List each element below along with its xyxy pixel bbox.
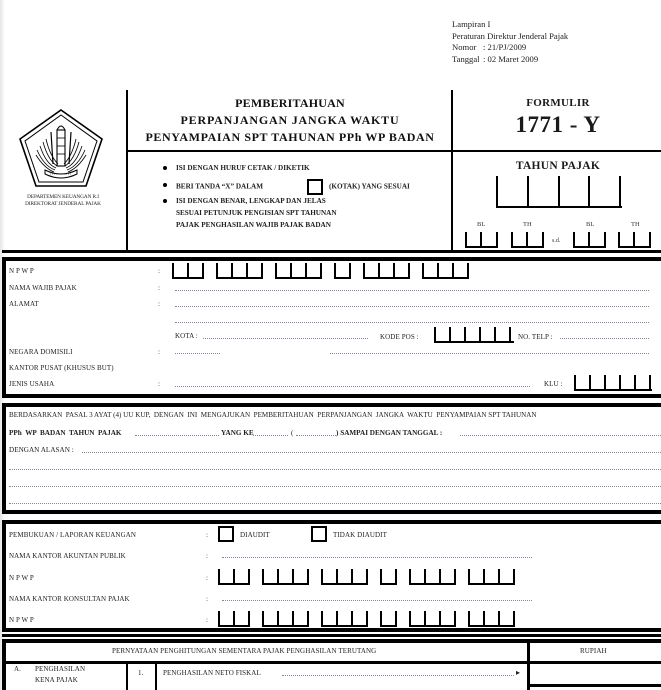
npwp-digit-group[interactable] <box>321 611 368 627</box>
section-a-line2: KENA PAJAK <box>35 676 78 684</box>
diaudit-checkbox[interactable] <box>218 526 234 542</box>
npwp-digit-group[interactable] <box>218 569 250 585</box>
npwp-label: N P W P <box>9 267 34 275</box>
npwp-digit-cell[interactable] <box>294 611 309 625</box>
formulir-code: 1771 - Y <box>515 112 601 137</box>
logo-caption-line1: DEPARTEMEN KEUANGAN R.I <box>27 194 99 200</box>
logo-caption <box>6 194 120 208</box>
npwp-digit-cell[interactable] <box>264 569 279 583</box>
kap-label: NAMA KANTOR AKUNTAN PUBLIK <box>9 552 126 560</box>
npwp-digit-cell[interactable] <box>220 569 235 583</box>
npwp-digit-cell[interactable] <box>277 263 292 277</box>
kap-npwp-label: N P W P <box>9 574 34 582</box>
section-a-letter: A. <box>14 665 22 673</box>
nama-colon: : <box>158 284 160 292</box>
npwp-digit-group[interactable] <box>262 569 309 585</box>
statement-tahun-pajak-field[interactable] <box>135 435 219 436</box>
example-checkbox-icon <box>307 179 323 195</box>
npwp-digit-cell[interactable] <box>411 569 426 583</box>
alasan-field-line3[interactable] <box>9 486 661 487</box>
tanggal-label: Tanggal <box>452 53 480 64</box>
statement-yang-ke-field[interactable] <box>253 435 288 436</box>
npwp-digit-group[interactable] <box>363 263 410 279</box>
npwp-digit-cell[interactable] <box>323 611 338 625</box>
npwp-digit-group[interactable] <box>218 611 250 627</box>
statement-tanggal-field[interactable] <box>460 435 661 436</box>
header-divider-right <box>451 90 453 252</box>
table-header-title: PERNYATAAN PENGHITUNGAN SEMENTARA PAJAK PENGHASILAN TERUTANG <box>112 647 377 655</box>
konsultan-npwp-colon: : <box>206 616 208 624</box>
alamat-field-line2[interactable] <box>175 322 649 323</box>
npwp-digit-cell[interactable] <box>500 569 515 583</box>
row1-number: 1. <box>138 669 144 677</box>
pembukuan-label: PEMBUKUAN / LAPORAN KEUANGAN <box>9 531 137 539</box>
alasan-field-line2[interactable] <box>9 469 661 470</box>
nama-wajib-pajak-field[interactable] <box>175 290 649 291</box>
konsultan-npwp-label: N P W P <box>9 616 34 624</box>
npwp-digit-group[interactable] <box>380 611 397 627</box>
npwp-digit-cell[interactable] <box>279 611 294 625</box>
npwp-digit-cell[interactable] <box>292 263 307 277</box>
period-sd-label: s.d. <box>552 238 561 244</box>
ministry-emblem-icon <box>18 108 104 188</box>
npwp-digit-cell[interactable] <box>353 611 368 625</box>
kota-label: KOTA : <box>175 332 198 340</box>
tidak-diaudit-checkbox[interactable] <box>311 526 327 542</box>
period-end-year-input[interactable] <box>618 232 651 248</box>
npwp-digit-cell[interactable] <box>382 569 397 583</box>
npwp-digit-cell[interactable] <box>500 611 515 625</box>
rupiah-column-divider <box>527 640 530 690</box>
npwp-digit-cell[interactable] <box>174 263 189 277</box>
header-mid-rule <box>127 150 661 152</box>
period-bl1-label: BL <box>477 221 486 228</box>
npwp-digit-cell[interactable] <box>235 569 250 583</box>
alamat-field-line1[interactable] <box>175 306 649 307</box>
konsultan-name-field[interactable] <box>222 600 532 601</box>
nomor-label: Nomor <box>452 42 477 53</box>
npwp-input[interactable] <box>172 263 469 279</box>
lampiran-tanggal-row <box>452 54 568 66</box>
kap-npwp-colon: : <box>206 574 208 582</box>
npwp-digit-cell[interactable] <box>220 611 235 625</box>
npwp-digit-cell[interactable] <box>411 611 426 625</box>
no-telp-label: NO. TELP : <box>518 333 553 341</box>
npwp-digit-cell[interactable] <box>426 611 441 625</box>
kap-colon: : <box>206 552 208 560</box>
instruction-item-2-pre: BERI TANDA “X” DALAM <box>176 182 263 191</box>
statement-tahun-pajak-label: PPh WP BADAN TAHUN PAJAK <box>9 429 122 437</box>
period-th1-label: TH <box>523 221 532 228</box>
negara-colon: : <box>158 348 160 356</box>
npwp-digit-group[interactable] <box>321 569 368 585</box>
lampiran-title: Lampiran I <box>452 19 491 29</box>
period-start-month-input[interactable] <box>465 232 498 248</box>
statement-sampai-label: ) SAMPAI DENGAN TANGGAL : <box>336 429 443 437</box>
statement-yang-ke-words-field[interactable] <box>296 435 336 436</box>
instructions-list <box>160 162 410 231</box>
npwp-digit-cell[interactable] <box>426 569 441 583</box>
npwp-digit-group[interactable] <box>275 263 322 279</box>
kap-npwp-input[interactable] <box>218 569 515 585</box>
klu-label: KLU : <box>544 380 563 388</box>
instruction-item-3-line3: PAJAK PENGHASILAN WAJIB PAJAK BADAN <box>176 221 331 229</box>
tahun-pajak-input[interactable] <box>496 176 622 208</box>
npwp-digit-cell[interactable] <box>454 263 469 277</box>
alamat-colon: : <box>158 300 160 308</box>
row1-arrow-icon: ▸ <box>516 668 521 677</box>
npwp-digit-cell[interactable] <box>338 611 353 625</box>
tahun-pajak-label: TAHUN PAJAK <box>515 160 601 172</box>
konsultan-colon: : <box>206 595 208 603</box>
npwp-digit-cell[interactable] <box>353 569 368 583</box>
npwp-digit-cell[interactable] <box>189 263 204 277</box>
npwp-digit-group[interactable] <box>468 569 515 585</box>
jenis-usaha-field[interactable] <box>175 386 530 387</box>
npwp-digit-group[interactable] <box>468 611 515 627</box>
alasan-field-line1[interactable] <box>82 452 661 453</box>
npwp-digit-group[interactable] <box>172 263 204 279</box>
negara-domisili-label: NEGARA DOMISILI <box>9 348 73 356</box>
npwp-digit-cell[interactable] <box>218 263 233 277</box>
table-header-rupiah: RUPIAH <box>580 647 607 655</box>
klu-input[interactable] <box>574 375 652 391</box>
row1-label: PENGHASILAN NETO FISKAL <box>163 669 261 677</box>
kap-name-field[interactable] <box>222 557 532 558</box>
npwp-digit-cell[interactable] <box>380 263 395 277</box>
npwp-digit-cell[interactable] <box>264 611 279 625</box>
npwp-digit-cell[interactable] <box>470 611 485 625</box>
instruction-item-2 <box>160 179 410 195</box>
table-top-rule <box>2 634 661 637</box>
kode-pos-label: KODE POS : <box>380 333 419 341</box>
npwp-digit-group[interactable] <box>409 611 456 627</box>
npwp-digit-cell[interactable] <box>365 263 380 277</box>
npwp-digit-cell[interactable] <box>441 611 456 625</box>
instruction-item-3: ISI DENGAN BENAR, LENGKAP DAN JELAS <box>160 195 410 207</box>
npwp-digit-cell[interactable] <box>307 263 322 277</box>
npwp-digit-group[interactable] <box>422 263 469 279</box>
npwp-digit-cell[interactable] <box>382 611 397 625</box>
table-col-divider-2 <box>155 663 157 690</box>
konsultan-npwp-input[interactable] <box>218 611 515 627</box>
statement-paren-open: ( <box>291 429 294 437</box>
kota-field[interactable] <box>203 338 368 339</box>
lampiran-reference <box>452 19 568 65</box>
jenis-usaha-label: JENIS USAHA <box>9 380 55 388</box>
npwp-digit-group[interactable] <box>334 263 351 279</box>
title-line1: PEMBERITAHUAN <box>235 96 345 110</box>
table-col-divider-1 <box>126 663 128 690</box>
title-line3: PENYAMPAIAN SPT TAHUNAN PPh WP BADAN <box>145 130 435 144</box>
npwp-digit-cell[interactable] <box>485 569 500 583</box>
alamat-label: ALAMAT <box>9 300 39 308</box>
negara-domisili-field[interactable] <box>330 353 649 354</box>
no-telp-field[interactable] <box>560 338 649 339</box>
npwp-digit-cell[interactable] <box>441 569 456 583</box>
pembukuan-colon: : <box>206 531 208 539</box>
kode-pos-input[interactable] <box>434 327 514 343</box>
npwp-digit-cell[interactable] <box>235 611 250 625</box>
header-bottom-rule <box>2 250 661 253</box>
npwp-digit-cell[interactable] <box>279 569 294 583</box>
npwp-digit-cell[interactable] <box>395 263 410 277</box>
kantor-pusat-label: KANTOR PUSAT (KHUSUS BUT) <box>9 364 114 372</box>
npwp-digit-cell[interactable] <box>338 569 353 583</box>
statement-yang-ke-label: YANG KE <box>221 429 254 437</box>
npwp-digit-cell[interactable] <box>439 263 454 277</box>
formulir-block <box>455 97 661 138</box>
statement-section <box>2 403 661 514</box>
period-start-year-input[interactable] <box>511 232 544 248</box>
nama-wajib-pajak-label: NAMA WAJIB PAJAK <box>9 284 77 292</box>
section-a-line1: PENGHASILAN <box>35 665 86 673</box>
period-th2-label: TH <box>631 221 640 228</box>
title-line2: PERPANJANGAN JANGKA WAKTU <box>180 113 400 127</box>
header-divider-left <box>126 90 128 252</box>
npwp-colon: : <box>158 267 160 275</box>
npwp-digit-group[interactable] <box>216 263 263 279</box>
instruction-item-3-line2: SESUAI PETUNJUK PENGISIAN SPT TAHUNAN <box>176 209 337 217</box>
diaudit-label: DIAUDIT <box>240 531 270 539</box>
form-title <box>130 95 450 146</box>
period-end-month-input[interactable] <box>573 232 606 248</box>
logo-caption-line2: DIREKTORAT JENDERAL PAJAK <box>25 201 101 207</box>
instruction-item-2-post: (KOTAK) YANG SESUAI <box>329 182 410 191</box>
npwp-digit-cell[interactable] <box>424 263 439 277</box>
alasan-label: DENGAN ALASAN : <box>9 446 74 454</box>
lampiran-subtitle: Peraturan Direktur Jenderal Pajak <box>452 30 569 41</box>
instruction-item-1: ISI DENGAN HURUF CETAK / DIKETIK <box>160 162 410 174</box>
alasan-field-line4[interactable] <box>9 503 661 504</box>
row1-leader-dots <box>282 675 514 676</box>
npwp-digit-cell[interactable] <box>323 569 338 583</box>
tanggal-value: : 02 Maret 2009 <box>483 53 539 64</box>
nomor-value: : 21/PJ/2009 <box>483 42 527 53</box>
npwp-digit-cell[interactable] <box>336 263 351 277</box>
kota-field-continued <box>175 353 220 354</box>
npwp-digit-cell[interactable] <box>248 263 263 277</box>
lampiran-nomor-row <box>452 42 568 54</box>
statement-line1: BERDASARKAN PASAL 3 AYAT (4) UU KUP, DENGAN INI MENGAJUKAN PEMBERITAHUAN PERPANJANGAN JANGKA WAKTU PENYAMPAIAN SPT TAHUNAN <box>9 411 537 419</box>
formulir-label: FORMULIR <box>526 97 590 109</box>
npwp-digit-cell[interactable] <box>485 611 500 625</box>
row1-rupiah-input[interactable] <box>531 664 661 684</box>
konsultan-label: NAMA KANTOR KONSULTAN PAJAK <box>9 595 130 603</box>
period-bl2-label: BL <box>586 221 595 228</box>
npwp-digit-group[interactable] <box>380 569 397 585</box>
rupiah-row-rule <box>529 684 661 687</box>
npwp-digit-group[interactable] <box>409 569 456 585</box>
npwp-digit-cell[interactable] <box>233 263 248 277</box>
npwp-digit-cell[interactable] <box>470 569 485 583</box>
jenis-usaha-colon: : <box>158 380 160 388</box>
npwp-digit-group[interactable] <box>262 611 309 627</box>
tidak-diaudit-label: TIDAK DIAUDIT <box>333 531 387 539</box>
npwp-digit-cell[interactable] <box>294 569 309 583</box>
